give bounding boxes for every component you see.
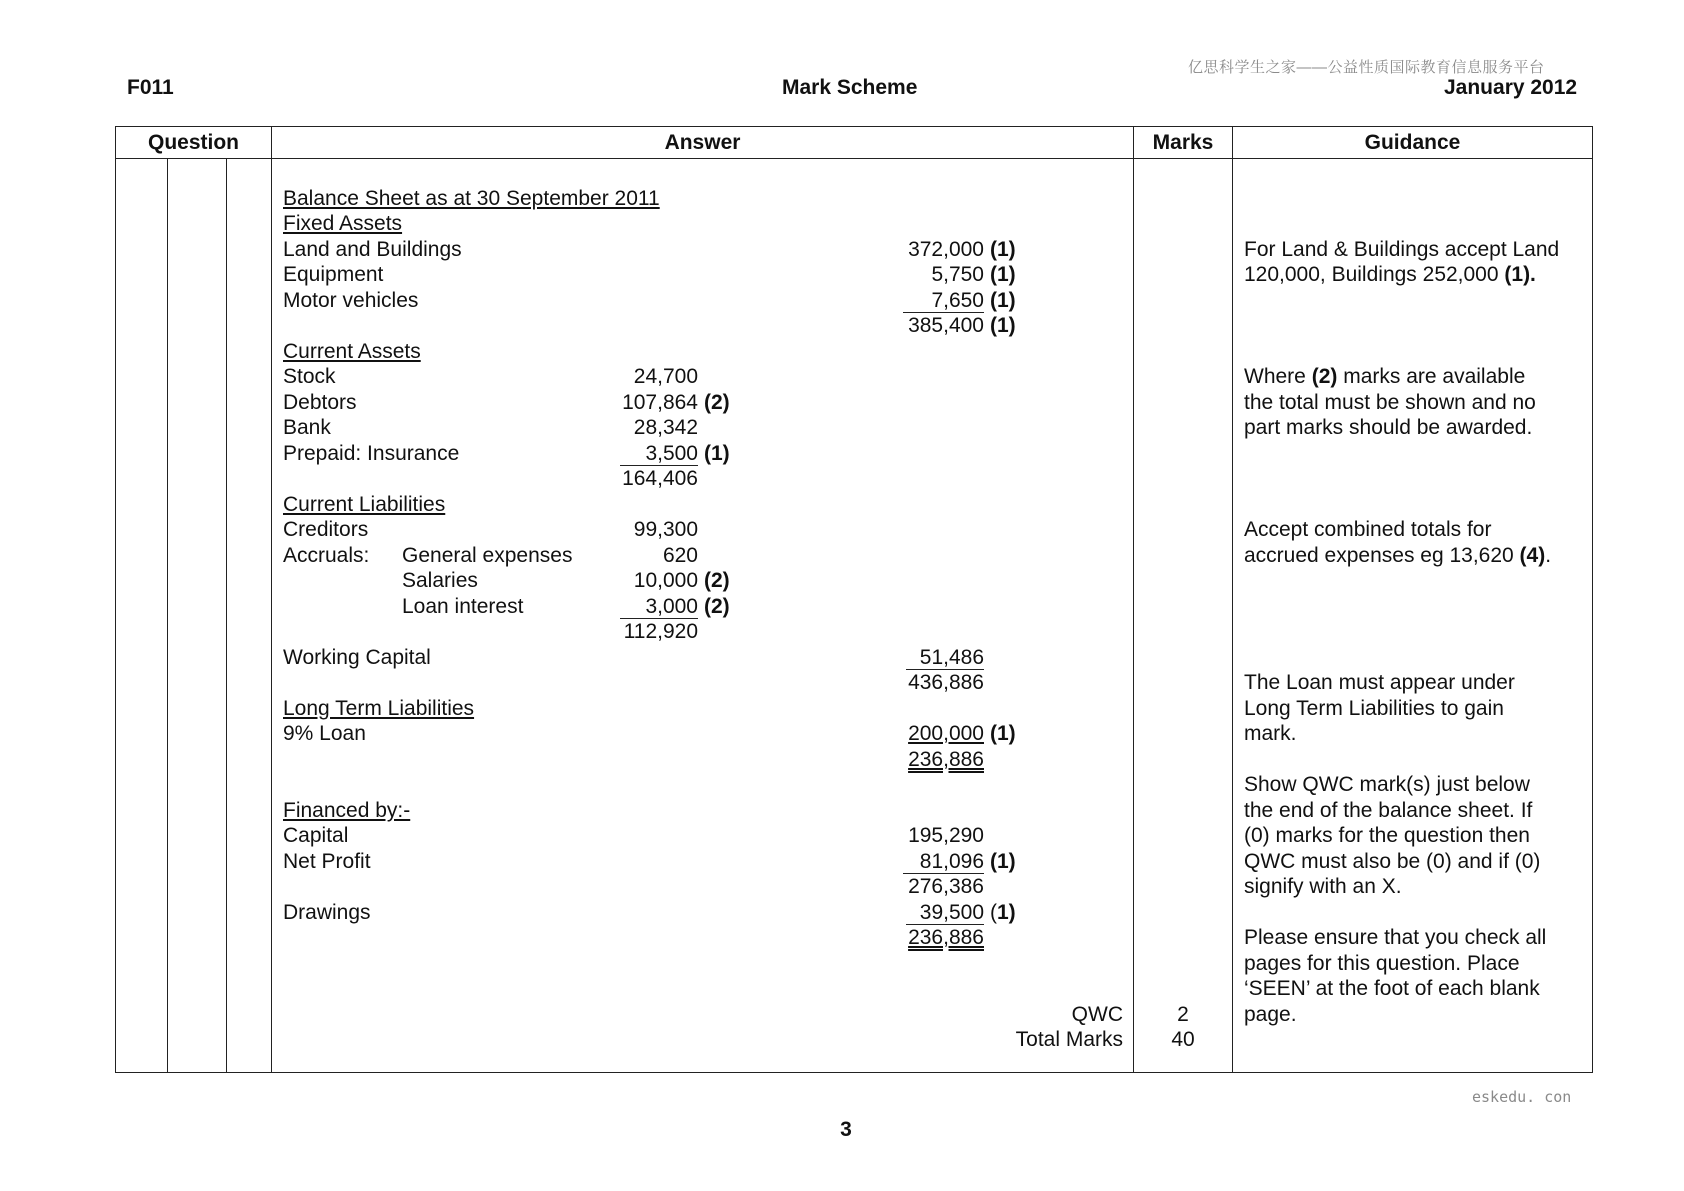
guidance-text: signify with an X. xyxy=(1244,875,1402,898)
guidance-text: Show QWC mark(s) just below xyxy=(1244,773,1530,796)
mark-indicator: (1) xyxy=(704,442,730,465)
current-assets-total: 164,406 xyxy=(622,467,698,490)
guidance-text: Accept combined totals for xyxy=(1244,518,1492,541)
mark-indicator: (2) xyxy=(704,391,730,414)
balance-sheet-title: Balance Sheet as at 30 September 2011 xyxy=(283,187,660,210)
fixed-asset-label: Equipment xyxy=(283,263,384,286)
fixed-asset-value: 5,750 xyxy=(931,263,984,286)
header-answer: Answer xyxy=(664,131,741,154)
mark-indicator: (1) xyxy=(990,289,1016,312)
accrual-label: General expenses xyxy=(402,544,573,567)
working-capital-label: Working Capital xyxy=(283,646,431,669)
long-term-liabilities-heading: Long Term Liabilities xyxy=(283,697,475,720)
guidance-text: 120,000, Buildings 252,000 (1). xyxy=(1244,263,1536,286)
closing-capital-value: 236,886 xyxy=(908,926,984,949)
total-marks: 40 xyxy=(1171,1028,1195,1051)
capital-value: 195,290 xyxy=(908,824,984,847)
current-asset-value: 24,700 xyxy=(633,365,698,388)
current-assets-heading: Current Assets xyxy=(283,340,421,363)
mark-indicator: (1) xyxy=(990,263,1016,286)
guidance-text: page. xyxy=(1244,1003,1297,1026)
guidance-text: ‘SEEN’ at the foot of each blank xyxy=(1244,977,1540,1000)
current-liabilities-heading: Current Liabilities xyxy=(283,493,446,516)
qwc-label: QWC xyxy=(1071,1003,1123,1026)
mark-indicator: (1) xyxy=(990,901,1016,924)
total-marks-label: Total Marks xyxy=(1015,1028,1123,1051)
guidance-text: the total must be shown and no xyxy=(1244,391,1536,414)
current-asset-label: Bank xyxy=(283,416,331,439)
fixed-asset-value: 7,650 xyxy=(931,289,984,312)
capital-subtotal: 276,386 xyxy=(908,875,984,898)
current-asset-label: Prepaid: Insurance xyxy=(283,442,460,465)
net-assets-value: 236,886 xyxy=(908,748,984,771)
accruals-label: Accruals: xyxy=(283,544,370,567)
current-asset-label: Debtors xyxy=(283,391,357,414)
net-profit-value: 81,096 xyxy=(919,850,984,873)
guidance-text: Where (2) marks are available xyxy=(1244,365,1526,388)
fixed-assets-heading: Fixed Assets xyxy=(283,212,403,235)
fixed-asset-value: 372,000 xyxy=(908,238,984,261)
working-capital-subtotal: 436,886 xyxy=(908,671,984,694)
mark-indicator: (2) xyxy=(704,569,730,592)
accrual-label: Salaries xyxy=(402,569,478,592)
creditors-value: 99,300 xyxy=(633,518,698,541)
current-asset-value: 107,864 xyxy=(622,391,698,414)
fixed-asset-label: Motor vehicles xyxy=(283,289,419,312)
capital-label: Capital xyxy=(283,824,349,847)
document-title: Mark Scheme xyxy=(782,76,918,99)
guidance-text: Please ensure that you check all xyxy=(1244,926,1547,949)
net-profit-label: Net Profit xyxy=(283,850,371,873)
watermark-bottom: eskedu. con xyxy=(1472,1088,1572,1106)
guidance-text: The Loan must appear under xyxy=(1244,671,1515,694)
mark-indicator: (1) xyxy=(990,722,1016,745)
accrual-value: 3,000 xyxy=(645,595,698,618)
loan-label: 9% Loan xyxy=(283,722,366,745)
working-capital-value: 51,486 xyxy=(919,646,984,669)
guidance-text: part marks should be awarded. xyxy=(1244,416,1533,439)
guidance-text: QWC must also be (0) and if (0) xyxy=(1244,850,1541,873)
accrual-label: Loan interest xyxy=(402,595,524,618)
document-code: F011 xyxy=(127,76,174,99)
fixed-assets-total: 385,400 xyxy=(908,314,984,337)
drawings-label: Drawings xyxy=(283,901,371,924)
document-date: January 2012 xyxy=(1444,76,1578,99)
guidance-text: For Land & Buildings accept Land xyxy=(1244,238,1560,261)
guidance-text: mark. xyxy=(1244,722,1297,745)
guidance-text: (0) marks for the question then xyxy=(1244,824,1530,847)
guidance-text: accrued expenses eg 13,620 (4). xyxy=(1244,544,1552,567)
loan-value: 200,000 xyxy=(908,722,984,745)
watermark-top: 亿思科学生之家——公益性质国际教育信息服务平台 xyxy=(1188,59,1545,76)
accrual-value: 10,000 xyxy=(633,569,698,592)
mark-indicator: (1) xyxy=(990,850,1016,873)
current-liabilities-total: 112,920 xyxy=(623,620,698,643)
drawings-value: 39,500 xyxy=(919,901,984,924)
mark-indicator: (1) xyxy=(990,314,1016,337)
page-number: 3 xyxy=(840,1118,852,1141)
header-marks: Marks xyxy=(1152,131,1214,154)
current-asset-value: 28,342 xyxy=(633,416,698,439)
current-asset-value: 3,500 xyxy=(645,442,698,465)
guidance-text: pages for this question. Place xyxy=(1244,952,1520,975)
financed-by-heading: Financed by:- xyxy=(283,799,411,822)
creditors-label: Creditors xyxy=(283,518,369,541)
header-question: Question xyxy=(147,131,239,154)
accrual-value: 620 xyxy=(662,544,698,567)
guidance-text: the end of the balance sheet. If xyxy=(1244,799,1533,822)
mark-indicator: (2) xyxy=(704,595,730,618)
fixed-asset-label: Land and Buildings xyxy=(283,238,462,261)
mark-indicator: (1) xyxy=(990,238,1016,261)
guidance-text: Long Term Liabilities to gain xyxy=(1244,697,1504,720)
qwc-marks: 2 xyxy=(1177,1003,1189,1026)
current-asset-label: Stock xyxy=(283,365,336,388)
header-guidance: Guidance xyxy=(1364,131,1461,154)
